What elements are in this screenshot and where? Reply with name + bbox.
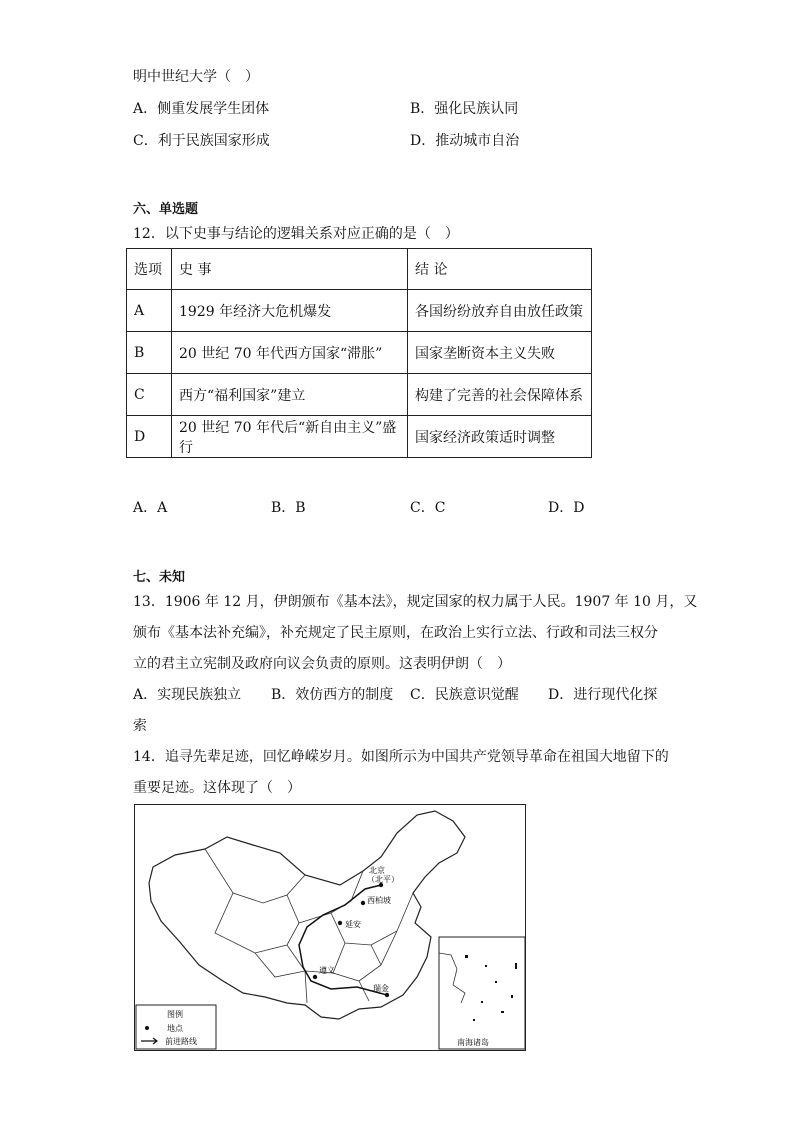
table-cell: 西方“福利国家”建立 (172, 374, 408, 416)
q13-line-2: 颁布《基本法补充编》，补充规定了民主原则，在政治上实行立法、行政和司法三权分 (133, 625, 658, 641)
table-row (127, 416, 592, 458)
q12-table (126, 248, 592, 458)
map-label-ruijin: 瑞金 (373, 984, 389, 993)
route-map (134, 804, 526, 1051)
table-header-cell: 史 事 (172, 249, 408, 290)
inset-label: 南海诸岛 (457, 1038, 489, 1047)
table-cell: C (127, 374, 172, 416)
map-label-beijing: 北京 (369, 866, 385, 875)
q12-option-c: C．C (410, 500, 446, 516)
q11-option-a: A．侧重发展学生团体 (133, 101, 270, 117)
legend-route-label: 前进路线 (165, 1037, 197, 1046)
q13-option-c: C．民族意识觉醒 (410, 687, 519, 703)
q12-stem: 12．以下史事与结论的逻辑关系对应正确的是（ ） (133, 226, 459, 242)
table-cell: 20 世纪 70 年代西方国家“滞胀” (172, 332, 408, 374)
q12-option-b: B．B (271, 500, 306, 516)
china-map-svg (135, 805, 525, 1050)
legend-place-label: 地点 (167, 1024, 183, 1033)
place-marker-xibaipo (361, 901, 365, 905)
q13-option-b: B．效仿西方的制度 (271, 687, 394, 703)
map-label-beiping: （北平） (367, 875, 399, 884)
table-cell: D (127, 416, 172, 458)
q11-option-b: B．强化民族认同 (410, 101, 519, 117)
table-row (127, 290, 592, 332)
table-cell: 国家垄断资本主义失败 (408, 332, 592, 374)
table-cell: 构建了完善的社会保障体系 (408, 374, 592, 416)
legend-place-icon (145, 1026, 149, 1030)
q13-line-3: 立的君主立宪制及政府向议会负责的原则。这表明伊朗（ ） (133, 656, 511, 672)
map-label-xibaipo: 西柏坡 (367, 896, 391, 905)
table-row (127, 332, 592, 374)
table-cell: 国家经济政策适时调整 (408, 416, 592, 458)
table-cell: B (127, 332, 172, 374)
inset-box (439, 937, 525, 1049)
table-cell: 1929 年经济大危机爆发 (172, 290, 408, 332)
q11-option-c: C．利于民族国家形成 (133, 133, 270, 149)
country-outline (149, 811, 465, 1019)
table-cell: 20 世纪 70 年代后“新自由主义”盛行 (172, 416, 408, 458)
q14-line-1: 14．追寻先辈足迹，回忆峥嵘岁月。如图所示为中国共产党领导革命在祖国大地留下的 (133, 749, 669, 765)
q12-option-d: D．D (548, 500, 585, 516)
q11-stem: 明中世纪大学（ ） (133, 69, 259, 85)
table-cell: A (127, 290, 172, 332)
q13-option-a: A．实现民族独立 (133, 687, 242, 703)
q13-line-1: 13．1906 年 12 月，伊朗颁布《基本法》，规定国家的权力属于人民。1907 年 10 月，又 (133, 594, 698, 610)
table-header-cell: 选项 (127, 249, 172, 290)
q11-option-d: D．推动城市自治 (410, 133, 520, 149)
q12-option-a: A．A (133, 500, 168, 516)
place-marker-ruijin (385, 993, 389, 997)
section-6-title: 六、单选题 (133, 202, 199, 217)
q13-option-d: D．进行现代化探 (548, 687, 658, 703)
q13-option-d-wrap: 索 (133, 718, 147, 734)
q14-line-2: 重要足迹。这体现了（ ） (133, 780, 301, 796)
map-label-zunyi: 遵义 (319, 966, 335, 975)
place-marker-zunyi (313, 975, 317, 979)
table-header-row (127, 249, 592, 290)
place-marker-yanan (338, 921, 342, 925)
legend-title: 图例 (167, 1010, 183, 1019)
table-row (127, 374, 592, 416)
section-7-title: 七、未知 (133, 570, 186, 585)
map-label-yanan: 延安 (345, 920, 361, 929)
table-header-cell: 结 论 (408, 249, 592, 290)
table-cell: 各国纷纷放弃自由放任政策 (408, 290, 592, 332)
